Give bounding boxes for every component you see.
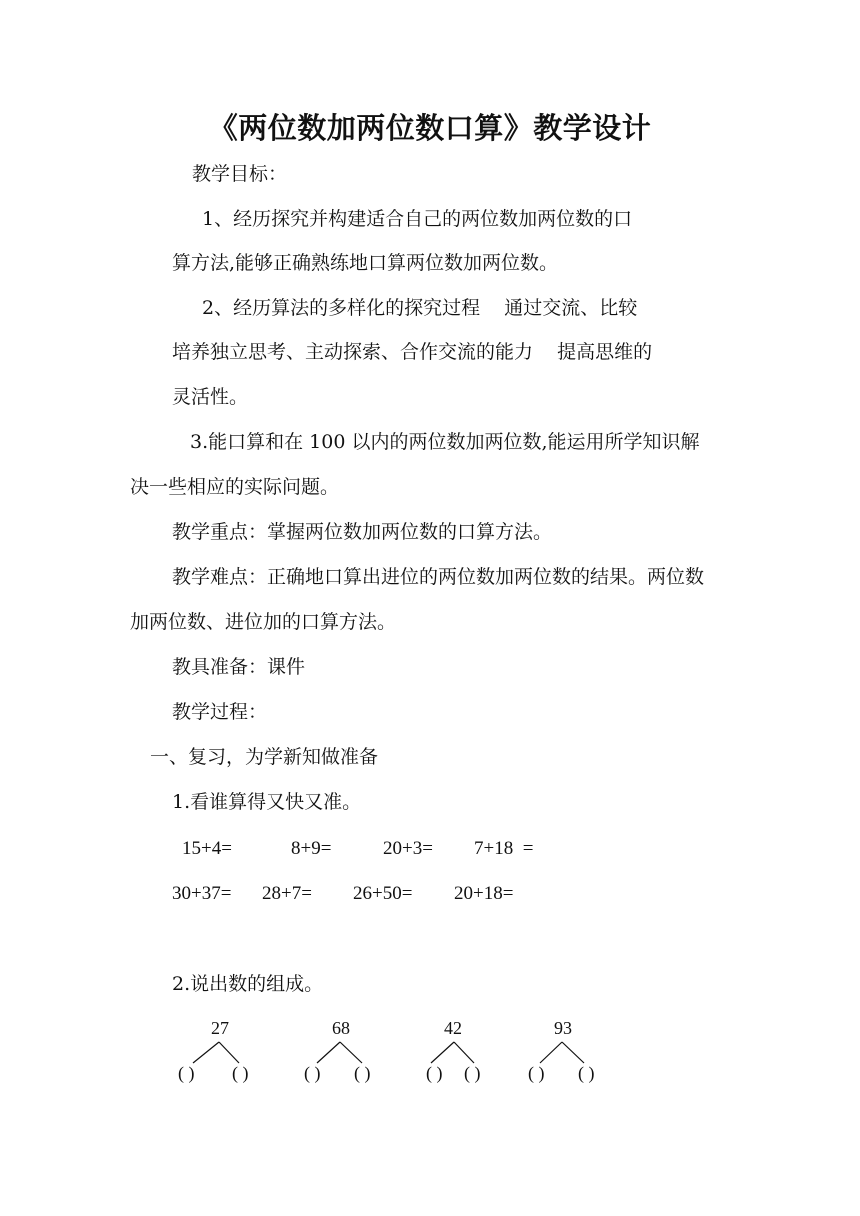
task-1-heading: 1.看谁算得又快又准。 [172, 791, 362, 813]
arithmetic-item: 30+37= [172, 883, 232, 904]
blank-parentheses: ( ) [464, 1063, 481, 1083]
number-composition-tree [176, 1017, 266, 1087]
difficulty-line-2: 加两位数、进位加的口算方法。 [130, 611, 397, 633]
blank-parentheses: ( ) [178, 1063, 195, 1083]
objective-2-line-3: 灵活性。 [172, 386, 249, 408]
tree-number: 27 [211, 1018, 229, 1038]
arithmetic-item: 20+3= [383, 838, 433, 859]
blank-parentheses: ( ) [426, 1063, 443, 1083]
number-composition-tree [302, 1017, 392, 1087]
objective-1-line-1: 1、经历探究并构建适合自己的两位数加两位数的口 [202, 208, 633, 230]
tree-number: 93 [554, 1018, 572, 1038]
tree-number: 68 [332, 1018, 350, 1038]
objective-2-line-1: 2、经历算法的多样化的探究过程 通过交流、比较 [202, 297, 638, 319]
objective-3-line-2: 决一些相应的实际问题。 [130, 476, 340, 498]
objective-3-line-1: 3.能口算和在 100 以内的两位数加两位数,能运用所学知识解 [190, 431, 700, 453]
objective-1-line-2: 算方法,能够正确熟练地口算两位数加两位数。 [172, 252, 559, 274]
arithmetic-item: 28+7= [262, 883, 312, 904]
blank-parentheses: ( ) [304, 1063, 321, 1083]
objective-2-line-2: 培养独立思考、主动探索、合作交流的能力 提高思维的 [172, 341, 653, 363]
objectives-heading: 教学目标： [192, 163, 288, 185]
arithmetic-item: 26+50= [353, 883, 413, 904]
arithmetic-item: 20+18= [454, 883, 514, 904]
materials: 教具准备：课件 [172, 656, 306, 678]
key-point: 教学重点：掌握两位数加两位数的口算方法。 [172, 521, 553, 543]
difficulty-line-1: 教学难点：正确地口算出进位的两位数加两位数的结果。两位数 [172, 566, 705, 588]
document-title: 《两位数加两位数口算》教学设计 [208, 111, 652, 145]
arithmetic-item: 7+18 = [474, 838, 534, 859]
blank-parentheses: ( ) [232, 1063, 249, 1083]
number-composition-tree [526, 1017, 616, 1087]
arithmetic-item: 15+4= [182, 838, 232, 859]
task-2-heading: 2.说出数的组成。 [172, 973, 324, 995]
arithmetic-item: 8+9= [291, 838, 332, 859]
blank-parentheses: ( ) [578, 1063, 595, 1083]
section-1-heading: 一、复习，为学新知做准备 [150, 746, 379, 768]
process-heading: 教学过程： [172, 701, 268, 723]
blank-parentheses: ( ) [528, 1063, 545, 1083]
tree-number: 42 [444, 1018, 462, 1038]
blank-parentheses: ( ) [354, 1063, 371, 1083]
number-composition-tree [424, 1017, 514, 1087]
